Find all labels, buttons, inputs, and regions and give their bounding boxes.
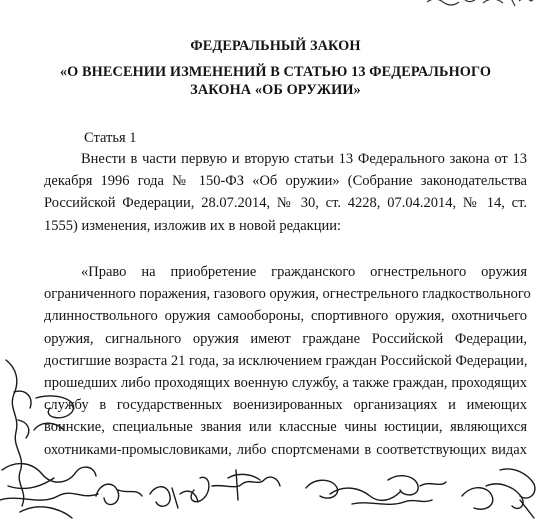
paragraph-2 [44, 261, 531, 461]
signature-stroke [228, 470, 260, 500]
paragraph-line: воинские, специальные звания или классные чины юстиции, являющихся [44, 419, 527, 436]
signature-stroke [2, 464, 96, 489]
paragraph-1 [44, 148, 527, 237]
paragraph-line: достигшие возраста 21 года, за исключением граждан Российской Федерации, [44, 352, 528, 369]
signature-stroke [306, 480, 400, 500]
handwritten-corner-mark [425, 0, 545, 8]
paragraph-line: прошедших либо проходящих военную службу, а также граждан, проходящих [44, 375, 527, 392]
paragraph-line: «Право на приобретение гражданского огнестрельного оружия [81, 264, 527, 280]
signature-stroke [14, 391, 31, 438]
paragraph-line: декабря 1996 года № 150-ФЗ «Об оружии» (Собрание законодательства [44, 173, 527, 190]
paragraph-line: оружия, сигнального оружия имеют граждане Российской Федерации, [44, 330, 527, 347]
paragraph-line: 1555) изменения, изложив их в новой редакции: [44, 217, 342, 234]
article-heading: Статья 1 [84, 130, 137, 146]
signature-stroke [150, 487, 198, 508]
signature-stroke [352, 500, 432, 504]
signature-stroke [96, 484, 142, 504]
signature-stroke [0, 493, 98, 518]
document-subtitle-line-2: ЗАКОНА «ОБ ОРУЖИИ» [190, 82, 361, 98]
signature-stroke [191, 477, 280, 502]
paragraph-line: ограниченного поражения, газового оружия, огнестрельного гладкоствольного [44, 286, 531, 303]
signature-stroke [6, 360, 24, 506]
paragraph-line: Внести в части первую и вторую статьи 13 Федерального закона от 13 [81, 151, 527, 167]
paragraph-line: службу в государственных военизированных организациях и имеющих [44, 397, 527, 414]
signature-stroke [500, 469, 535, 518]
paragraph-line: охотниками-промысловиками, либо спортсменами в соответствующих видах [44, 441, 527, 458]
paragraph-line: длинноствольного оружия самообороны, спортивного оружия, охотничьего [44, 308, 527, 325]
document-subtitle-line-1: «О ВНЕСЕНИИ ИЗМЕНЕНИЙ В СТАТЬЮ 13 ФЕДЕРАЛЬНОГО [59, 64, 492, 80]
signature-stroke [462, 484, 523, 509]
paragraph-line: Российской Федерации, 28.07.2014, № 30, ст. 4228, 07.04.2014, № 14, ст. [44, 195, 527, 212]
document-title: ФЕДЕРАЛЬНЫЙ ЗАКОН [190, 38, 361, 54]
signature-stroke [388, 476, 446, 495]
